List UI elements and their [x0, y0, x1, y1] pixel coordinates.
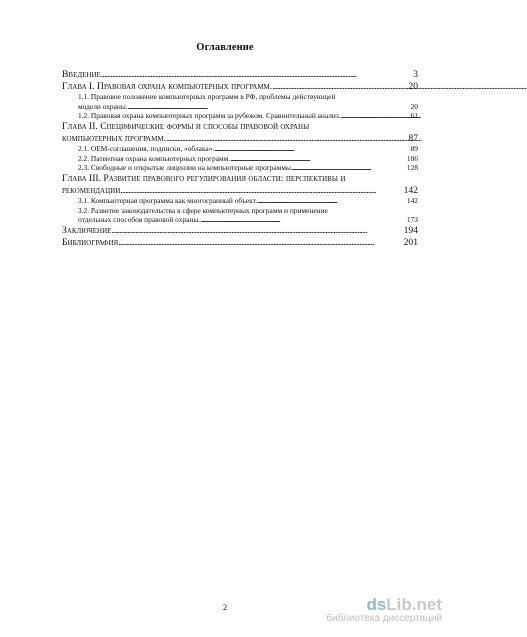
- toc-entry-section-2-2[interactable]: [62, 154, 418, 164]
- toc-entry-label: Глава I. Правовая охрана компьютерных программ.: [62, 80, 273, 92]
- toc-entry-section-1-1[interactable]: [62, 92, 418, 111]
- dot-leader: [111, 225, 402, 237]
- toc-entry-line2: [62, 133, 418, 145]
- dot-leader: [120, 185, 402, 197]
- toc-page-number: 89: [410, 144, 418, 154]
- dot-leader: [214, 144, 409, 154]
- dot-leader: [230, 154, 406, 164]
- toc-entry-label: Введение: [62, 69, 101, 80]
- table-of-contents: [62, 69, 418, 248]
- toc-page-number: 201: [403, 236, 418, 248]
- toc-entry-introduction[interactable]: [62, 69, 418, 81]
- toc-entry-label-line1: Глава III. Развитие правового регулирования области: перспективы и: [62, 172, 346, 184]
- watermark-logo: [326, 596, 442, 613]
- toc-page-number: 173: [406, 215, 418, 225]
- toc-entry-conclusion[interactable]: [62, 225, 418, 237]
- toc-entry-line2: [62, 215, 418, 225]
- toc-entry-section-2-1[interactable]: [62, 144, 418, 154]
- toc-page-number: 106: [406, 153, 418, 163]
- dot-leader: [128, 102, 410, 112]
- toc-entry-label: Библиография: [62, 236, 119, 248]
- watermark[interactable]: [326, 596, 442, 625]
- dot-leader: [101, 69, 412, 81]
- toc-entry-section-1-2[interactable]: [62, 111, 418, 121]
- toc-entry-chapter-3[interactable]: [62, 173, 418, 196]
- toc-page-number: 194: [403, 224, 418, 236]
- toc-entry-label: Заключение: [62, 224, 112, 236]
- dot-leader: [118, 237, 402, 249]
- toc-page-number: 61: [410, 111, 418, 121]
- dot-leader: [166, 133, 407, 145]
- watermark-subtitle: библиотека диссертаций: [326, 613, 442, 624]
- toc-page-number: 142: [406, 196, 418, 206]
- toc-entry-label: 2.2. Патентная охрана компьютерных программ.: [78, 153, 231, 163]
- dot-leader: [257, 196, 406, 206]
- toc-entry-label: 2.3. Свободные и открытые лицензии на компьютерные программы: [78, 163, 291, 173]
- toc-entry-label: модели охраны.: [78, 101, 128, 111]
- toc-page-number: 3: [413, 69, 418, 80]
- toc-entry-label-line1: 1.1. Правовое положение компьютерных программ в РФ, проблемы действующей: [78, 92, 336, 102]
- toc-entry-bibliography[interactable]: [62, 237, 418, 249]
- page-number: 2: [222, 602, 228, 612]
- toc-page-number: 87: [408, 132, 418, 144]
- dot-leader: [291, 163, 406, 173]
- toc-page-number: 128: [406, 163, 418, 173]
- toc-entry-label: 3.1. Компьютерная программа как многогранный объект.: [78, 196, 258, 206]
- toc-entry-chapter-1[interactable]: [62, 81, 418, 93]
- toc-entry-section-3-2[interactable]: [62, 206, 418, 225]
- toc-entry-label: 2.1. OEM-соглашения, подписки, «облака».: [78, 144, 215, 154]
- toc-entry-label: компьютерных программ.: [62, 132, 166, 144]
- toc-page-number: 20: [410, 101, 418, 111]
- toc-entry-line2: [62, 185, 418, 197]
- toc-entry-label-line1: 3.2. Развитие законодательства в сфере компьютерных программ и применение: [78, 205, 328, 215]
- toc-entry-section-2-3[interactable]: [62, 163, 418, 173]
- toc-entry-label: 1.2. Правовая охрана компьютерных программ за рубежом. Сравнительный анализ.: [78, 111, 341, 121]
- toc-title: Оглавление: [196, 42, 254, 53]
- toc-entry-label-line1: Глава II. Специфические формы и способы правовой охраны: [62, 120, 310, 132]
- toc-entry-label: отдельных способов правовой охраны.: [78, 215, 201, 225]
- toc-entry-section-3-1[interactable]: [62, 196, 418, 206]
- watermark-logo-rest: Lib.net: [386, 595, 442, 614]
- toc-entry-chapter-2[interactable]: [62, 121, 418, 144]
- toc-page-number: 20: [408, 80, 418, 92]
- toc-page-number: 142: [403, 184, 418, 196]
- toc-entry-label: рекомендации: [62, 184, 121, 196]
- dot-leader: [200, 215, 406, 225]
- dot-leader: [341, 111, 410, 121]
- toc-entry-line2: [62, 102, 418, 112]
- watermark-logo-prefix: ds: [366, 595, 387, 614]
- dot-leader: [272, 81, 407, 93]
